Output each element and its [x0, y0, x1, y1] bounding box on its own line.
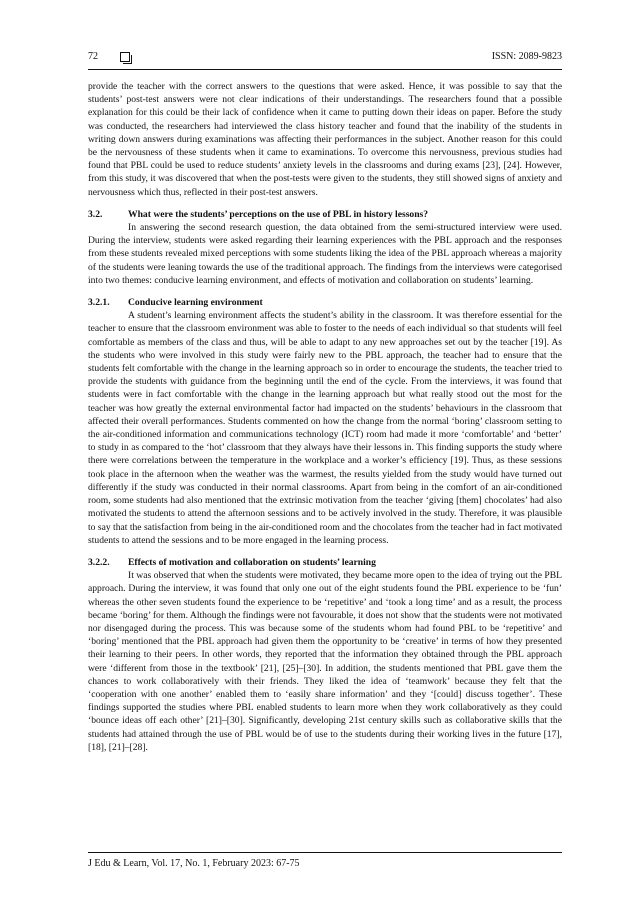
page [88, 48, 562, 754]
subsection-number: 3.2.2. [88, 556, 110, 568]
subsection-title: Conducive learning environment [128, 297, 263, 309]
header-left [88, 50, 130, 63]
section-heading-3-2 [88, 208, 562, 221]
section-title: What were the students’ perceptions on the use of PBL in history lessons? [128, 208, 429, 220]
intro-paragraph: provide the teacher with the correct answers to the questions that were asked. Hence, it was possible to say that the students’ post-test answers were not clear indications of their understandings. The researchers found that a possible explanation for this could be their lack of confidence when it came to putting down their ideas on paper. Before the study was conducted, the researchers had interviewed the class history teacher and found that the inability of the students in writing down answers during examinations was affecting their performances in the subject. Another reason for this could be the nervousness of these students when it came to examinations. To overcome this nervousness, previous studies had found that PBL could be used to reduce students’ anxiety levels in the classrooms and during exams [23], [24]. However, from this study, it was discovered that when the post-tests were given to the students, they still showed signs of anxiety and nervousness which thus, reflected in their post-test answers. [88, 81, 562, 198]
section-3-2-1-paragraph: A student’s learning environment affects the student’s ability in the classroom. It was therefore essential for the teacher to ensure that the classroom environment was able to foster to the needs of each individual so that students will feel comfortable as members of the class and thus, will be able to adapt to any new approaches set out by the teacher [19]. As the students who were involved in this study were fairly new to the PBL approach, the teacher had to ensure that the students felt comfortable with the change in the learning approach so in order to encourage the students, the teacher tried to provide the students with guidance from the beginning until the end of the cycle. From the interviews, it was found that students were in fact comfortable with the change in the learning approach but what really stood out the most for the teacher was how greatly the external environmental factor had impacted on the students’ behaviours in the classroom that affected their overall performances. Students commented on how the change from the normal ‘boring’ classroom setting to the air-conditioned information and communications technology (ICT) room had made it more ‘comfortable’ and ‘better’ to study in as compared to the ‘hot’ classroom that they always have their lessons in. This finding supports the study where there were correlations between the temperature in the workplace and a worker’s efficiency [19]. Thus, as these sessions took place in the afternoon when the weather was the warmest, the results yielded from the study would have turned out differently if the study was conducted in their normal classrooms. Apart from being in the comfort of an air-conditioned room, some students had also mentioned that the extrinsic motivation from the teacher ‘giving [them] chocolates’ had also motivated the students to attend the afternoon sessions and to be actively involved in the study. Therefore, it was plausible to say that the satisfaction from being in the air-conditioned room and the chocolates from the teacher had in fact motivated students to attend the sessions and to be more engaged in the learning process. [88, 310, 563, 546]
journal-citation: J Edu & Learn, Vol. 17, No. 1, February 2023: 67-75 [88, 858, 300, 869]
page-content [88, 80, 562, 754]
page-number: 72 [88, 51, 98, 63]
footer-rule [88, 852, 562, 853]
page-header [88, 48, 562, 66]
subsection-title: Effects of motivation and collaboration on students’ learning [128, 556, 376, 568]
header-rule [88, 69, 562, 70]
issn-label: ISSN: 2089-9823 [491, 51, 562, 63]
section-number: 3.2. [88, 208, 103, 220]
section-3-2-2-paragraph: It was observed that when the students were motivated, they became more open to the idea of trying out the PBL approach. During the interview, it was found that only one out of the eight students found the PBL experience to be ‘fun’ whereas the other seven students found the experience to be ‘repetitive’ and ‘took a long time’ and as a result, the process became ‘boring’ for them. Although the findings were not favourable, it does not show that the students were not motivated nor disengaged during the process. This was because some of the students whom had found PBL to be ‘repetitive’ and ‘boring’ mentioned that the PBL approach had given them the opportunity to be ‘creative’ in terms of how they presented their learning to their peers. In other words, they reported that the information they obtained through the PBL approach were ‘different from those in the textbook’ [21], [25]–[30]. In addition, the students mentioned that PBL gave them the chances to work collaboratively with their friends. They liked the idea of ‘teamwork’ because they felt that the ‘cooperation with one another’ enabled them to ‘easily share information’ and they ‘[could] discuss together’. These findings supported the studies where PBL enabled students to learn more when they work collaboratively as they could ‘bounce ideas off each other’ [21]–[30]. Significantly, developing 21st century skills such as collaborative skills that the students had attained through the use of PBL would be of use to the students during their working lives in the future [17], [18], [21]–[28]. [88, 570, 562, 753]
section-heading-3-2-1 [88, 296, 562, 309]
section-3-2-paragraph: In answering the second research question, the data obtained from the semi-structured interview were used. During the interview, students were asked regarding their learning experiences with the PBL approach and the responses from these students revealed mixed perceptions with some students liking the idea of the PBL approach whereas a majority of the students were leaning towards the use of the traditional approach. The findings from the interviews were categorised into two themes: conducive learning environment, and effects of motivation and collaboration on students’ learning. [88, 222, 562, 286]
journal-box-icon [120, 52, 130, 62]
page-footer [88, 852, 562, 869]
section-heading-3-2-2 [88, 556, 562, 569]
subsection-number: 3.2.1. [88, 297, 110, 309]
